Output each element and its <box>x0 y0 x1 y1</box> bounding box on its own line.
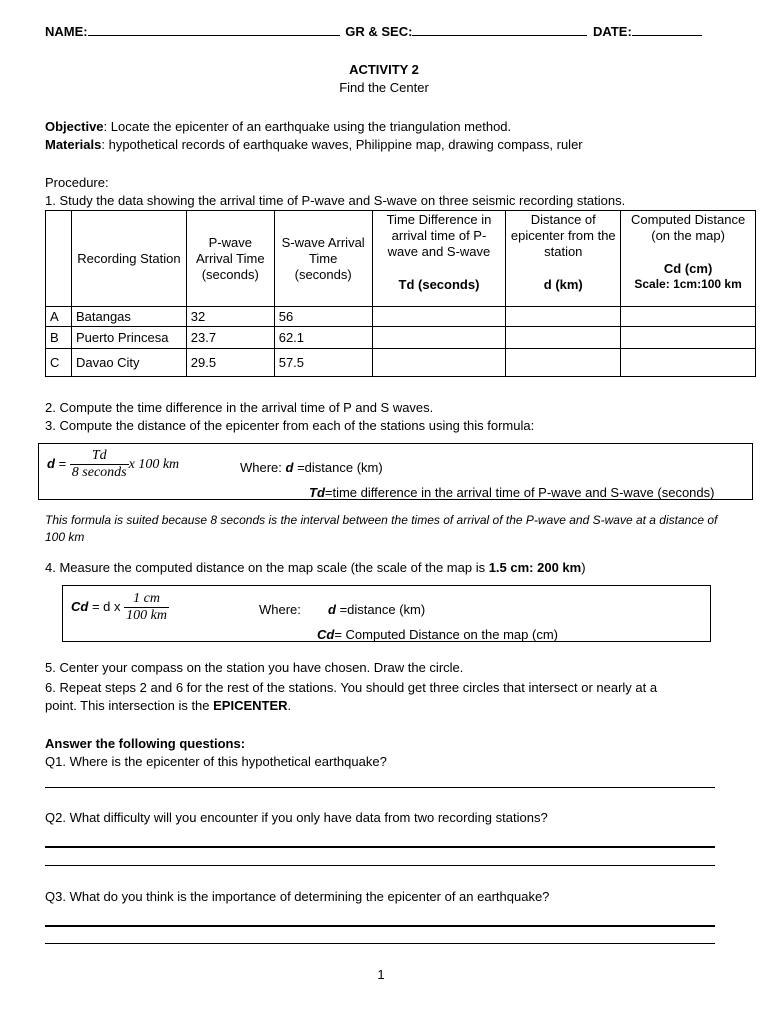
step-6-line-2 <box>45 698 291 713</box>
row-d-cell[interactable] <box>506 349 621 377</box>
row-td-cell[interactable] <box>372 307 506 327</box>
answer-line-q1[interactable] <box>45 787 715 788</box>
header-row <box>45 24 702 39</box>
row-d-cell[interactable] <box>506 307 621 327</box>
step-2: 2. Compute the time difference in the arrival time of P and S waves. <box>45 400 434 415</box>
where2-d-symbol: d <box>328 602 336 617</box>
header-tdiff-unit: Td (seconds) <box>398 277 480 292</box>
row-cd-cell[interactable] <box>621 327 756 349</box>
row-letter: B <box>46 327 72 349</box>
where-td-symbol: Td <box>309 485 325 500</box>
where-td-definition: =time difference in the arrival time of P-wave and S-wave (seconds) <box>324 485 715 500</box>
header-computed-unit: Cd (cm) <box>663 261 713 276</box>
materials-text: : hypothetical records of earthquake waves, Philippine map, drawing compass, ruler <box>101 137 583 152</box>
page-number: 1 <box>377 967 385 982</box>
formula-denominator: 8 seconds <box>71 465 127 480</box>
answer-line-q3-2[interactable] <box>45 943 715 944</box>
question-1: Q1. Where is the epicenter of this hypothetical earthquake? <box>45 754 387 769</box>
header-station: Recording Station <box>71 211 186 307</box>
date-field[interactable] <box>632 24 702 36</box>
row-swave: 57.5 <box>274 349 372 377</box>
header-computed-text: Computed Distance (on the map) <box>631 212 746 243</box>
header-scale: Scale: 1cm:100 km <box>634 277 742 291</box>
table-row <box>46 349 756 377</box>
row-td-cell[interactable] <box>372 349 506 377</box>
formula2-where-label: Where: <box>259 602 301 617</box>
step-6-text: point. This intersection is the <box>45 698 214 713</box>
step-4-text: 4. Measure the computed distance on the map scale (the scale of the map is <box>45 560 489 575</box>
header-time-difference <box>372 211 506 307</box>
answer-line-q2-2[interactable] <box>45 865 715 866</box>
seismic-data-table <box>45 210 756 377</box>
step-5: 5. Center your compass on the station you have chosen. Draw the circle. <box>45 660 464 675</box>
header-swave: S-wave Arrival Time (seconds) <box>274 211 372 307</box>
row-d-cell[interactable] <box>506 327 621 349</box>
materials-label: Materials <box>45 137 102 152</box>
formula-equals: = <box>54 455 67 471</box>
question-3: Q3. What do you think is the importance of determining the epicenter of an earthquake? <box>45 889 550 904</box>
header-dist-unit: d (km) <box>543 277 583 292</box>
row-cd-cell[interactable] <box>621 349 756 377</box>
header-tdiff-text: Time Difference in arrival time of P-wave and S-wave <box>386 212 492 259</box>
where-cd-definition: = Computed Distance on the map (cm) <box>334 627 558 642</box>
where-d-symbol: d <box>285 460 294 475</box>
row-swave: 56 <box>274 307 372 327</box>
name-label: NAME: <box>45 24 88 39</box>
formula-d-symbol: d <box>47 455 55 471</box>
table-row <box>46 307 756 327</box>
row-pwave: 32 <box>186 307 274 327</box>
where-d-definition: =distance (km) <box>293 460 383 475</box>
header-computed <box>621 211 756 307</box>
grsec-field[interactable] <box>412 24 587 36</box>
computed-formula <box>71 591 169 624</box>
header-letter-cell <box>46 211 72 307</box>
step-6-end: . <box>287 698 292 713</box>
where2-d-definition: =distance (km) <box>335 602 426 617</box>
objective-label: Objective <box>45 119 104 134</box>
date-label: DATE: <box>593 24 632 39</box>
computed-distance-formula-box <box>62 585 711 642</box>
materials <box>45 137 583 152</box>
step-4-scale: 1.5 cm: 200 km <box>488 560 582 575</box>
objective <box>45 119 511 134</box>
answer-line-q3-1[interactable] <box>45 925 715 927</box>
header-distance <box>506 211 621 307</box>
where-label: Where: <box>240 460 286 475</box>
where-cd-symbol: Cd <box>317 627 335 642</box>
formula2-where-cd <box>317 627 558 642</box>
formula-multiplier: x 100 km <box>128 456 180 472</box>
procedure-label: Procedure: <box>45 175 109 190</box>
name-field[interactable] <box>88 24 340 36</box>
row-td-cell[interactable] <box>372 327 506 349</box>
questions-title: Answer the following questions: <box>45 736 246 751</box>
activity-subtitle: Find the Center <box>339 80 429 95</box>
question-2: Q2. What difficulty will you encounter if you only have data from two recording stations? <box>45 810 548 825</box>
formula-where-td <box>309 485 714 500</box>
row-station: Batangas <box>71 307 186 327</box>
formula-note: This formula is suited because 8 seconds is the interval between the times of arrival of the P-wave and S-wave at a distance of 100 km <box>45 513 718 544</box>
step-3: 3. Compute the distance of the epicenter from each of the stations using this formula: <box>45 418 535 433</box>
table-row <box>46 327 756 349</box>
formula2-equals: = d x <box>88 598 121 614</box>
distance-formula-box <box>38 443 753 500</box>
step-1: 1. Study the data showing the arrival time of P-wave and S-wave on three seismic recording stations. <box>45 193 626 208</box>
distance-formula <box>47 448 179 481</box>
activity-title: ACTIVITY 2 <box>349 62 419 77</box>
row-station: Puerto Princesa <box>71 327 186 349</box>
step-6-epicenter: EPICENTER <box>213 698 288 713</box>
objective-text: : Locate the epicenter of an earthquake using the triangulation method. <box>103 119 512 134</box>
formula-fraction <box>70 448 129 481</box>
step-4 <box>45 560 586 575</box>
formula2-where-d <box>328 602 425 617</box>
formula-numerator: Td <box>91 448 107 463</box>
row-pwave: 23.7 <box>186 327 274 349</box>
formula2-fraction <box>124 591 169 624</box>
row-letter: A <box>46 307 72 327</box>
row-pwave: 29.5 <box>186 349 274 377</box>
step-4-end: ) <box>581 560 586 575</box>
row-letter: C <box>46 349 72 377</box>
table-header-row <box>46 211 756 307</box>
row-station: Davao City <box>71 349 186 377</box>
step-6-line-1: 6. Repeat steps 2 and 6 for the rest of the stations. You should get three circles that intersect or nearly at a <box>45 680 658 695</box>
header-dist-text: Distance of epicenter from the station <box>510 212 616 259</box>
formula2-denominator: 100 km <box>126 608 167 623</box>
row-swave: 62.1 <box>274 327 372 349</box>
formula-cd-symbol: Cd <box>71 598 89 614</box>
header-pwave: P-wave Arrival Time (seconds) <box>186 211 274 307</box>
grsec-label: GR & SEC: <box>345 24 413 39</box>
formula-where-d <box>240 460 383 475</box>
answer-line-q2-1[interactable] <box>45 846 715 848</box>
row-cd-cell[interactable] <box>621 307 756 327</box>
formula2-numerator: 1 cm <box>133 591 160 606</box>
